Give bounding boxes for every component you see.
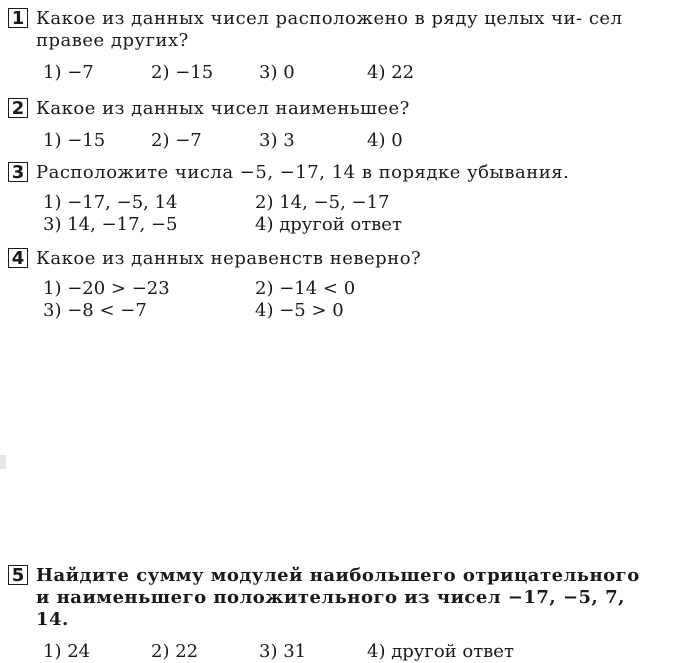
answer-options (43, 641, 665, 663)
answer-option: 1) −7 (43, 62, 94, 83)
task-2 (8, 98, 665, 152)
task-number: 1 (8, 8, 28, 28)
answer-option: 1) −17, −5, 14 (43, 192, 178, 213)
answer-option: 4) 22 (367, 62, 415, 83)
task-1 (8, 8, 665, 84)
scan-artifact (0, 455, 6, 469)
answer-options (43, 62, 665, 84)
answer-option: 3) 0 (259, 62, 295, 83)
answer-option: 1) −15 (43, 130, 106, 151)
answer-option: 2) −14 < 0 (255, 278, 356, 299)
answer-option: 2) 14, −5, −17 (255, 192, 390, 213)
answer-option: 4) −5 > 0 (255, 300, 344, 321)
answer-option: 4) другой ответ (255, 214, 402, 235)
task-3 (8, 162, 665, 236)
task-number: 5 (8, 565, 28, 585)
task-question: Какое из данных чисел расположено в ряду целых чи- сел правее других? (36, 8, 623, 51)
answer-option: 1) −20 > −23 (43, 278, 170, 299)
task-4 (8, 248, 665, 322)
task-question: Какое из данных чисел наименьшее? (36, 98, 410, 119)
answer-option: 1) 24 (43, 641, 91, 662)
task-question: Найдите сумму модулей наибольшего отрицательного и наименьшего положительного из чисел −17, −5, 7, 14. (36, 565, 640, 630)
task-question: Расположите числа −5, −17, 14 в порядке убывания. (36, 162, 570, 183)
answer-option: 3) 3 (259, 130, 295, 151)
task-question: Какое из данных неравенств неверно? (36, 248, 422, 269)
task-number: 3 (8, 162, 28, 182)
answer-option: 2) 22 (151, 641, 199, 662)
task-number: 2 (8, 98, 28, 118)
answer-option: 4) другой ответ (367, 641, 514, 662)
answer-options (43, 278, 665, 322)
task-number: 4 (8, 248, 28, 268)
answer-options (43, 130, 665, 152)
answer-options (43, 192, 665, 236)
answer-option: 3) −8 < −7 (43, 300, 147, 321)
answer-option: 4) 0 (367, 130, 403, 151)
answer-option: 2) −7 (151, 130, 202, 151)
task-5 (8, 565, 665, 663)
answer-option: 3) 14, −17, −5 (43, 214, 178, 235)
answer-option: 2) −15 (151, 62, 214, 83)
answer-option: 3) 31 (259, 641, 307, 662)
